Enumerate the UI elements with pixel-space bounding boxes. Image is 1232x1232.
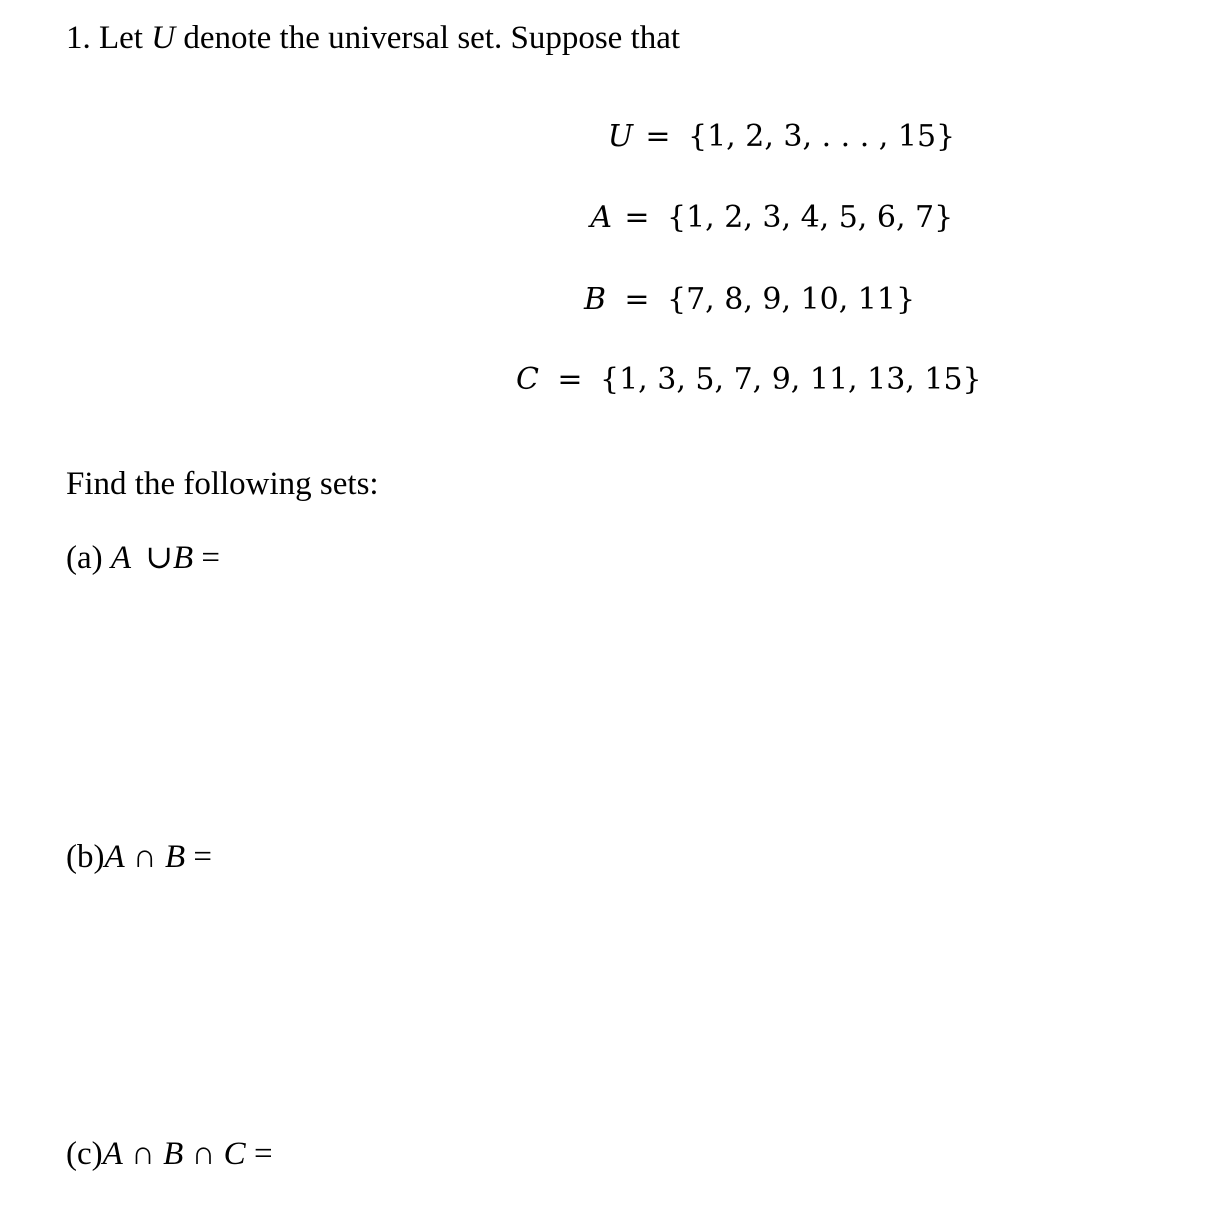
- equation-equals: =: [624, 282, 650, 317]
- part-c: [66, 1138, 273, 1171]
- part-c-equals: =: [253, 1136, 273, 1172]
- equation-lhs: C: [516, 362, 539, 397]
- equation-rhs: {1, 3, 5, 7, 9, 11, 13, 15}: [600, 362, 982, 397]
- problem-number: 1.: [66, 20, 91, 56]
- intro-after: denote the universal set. Suppose that: [183, 20, 681, 56]
- part-b: [66, 841, 212, 874]
- union-symbol: ∪: [145, 540, 173, 576]
- intersection-symbol: ∩: [132, 839, 157, 875]
- equation-rhs: {1, 2, 3, . . . , 15}: [688, 119, 956, 154]
- problem-statement: [66, 22, 680, 55]
- intro-before: Let: [99, 20, 143, 56]
- intersection-symbol: ∩: [191, 1136, 216, 1172]
- part-a: [66, 542, 220, 575]
- part-c-label: (c): [66, 1136, 103, 1172]
- instruction-text: Find the following sets:: [66, 466, 379, 502]
- part-c-set-c: C: [223, 1136, 246, 1172]
- part-c-set-b: B: [163, 1136, 184, 1172]
- part-b-set-a: A: [104, 839, 125, 875]
- part-b-equals: =: [193, 839, 213, 875]
- equation-rhs: {7, 8, 9, 10, 11}: [667, 282, 916, 317]
- part-a-set-b: B: [172, 540, 194, 576]
- equation-equals: =: [557, 362, 583, 397]
- part-b-label: (b): [66, 839, 105, 875]
- equation-equals: =: [624, 200, 650, 235]
- equation-lhs: B: [583, 282, 606, 317]
- equation-lhs: U: [607, 119, 633, 154]
- part-a-label: (a): [66, 540, 103, 576]
- part-c-set-a: A: [102, 1136, 123, 1172]
- part-a-set-a: A: [110, 540, 132, 576]
- universal-set-variable: U: [151, 20, 176, 56]
- equation-lhs: A: [590, 200, 612, 235]
- equation-rhs: {1, 2, 3, 4, 5, 6, 7}: [667, 200, 954, 235]
- intersection-symbol: ∩: [131, 1136, 155, 1172]
- part-b-set-b: B: [165, 839, 186, 875]
- equation-equals: =: [645, 119, 671, 154]
- part-a-equals: =: [201, 540, 221, 576]
